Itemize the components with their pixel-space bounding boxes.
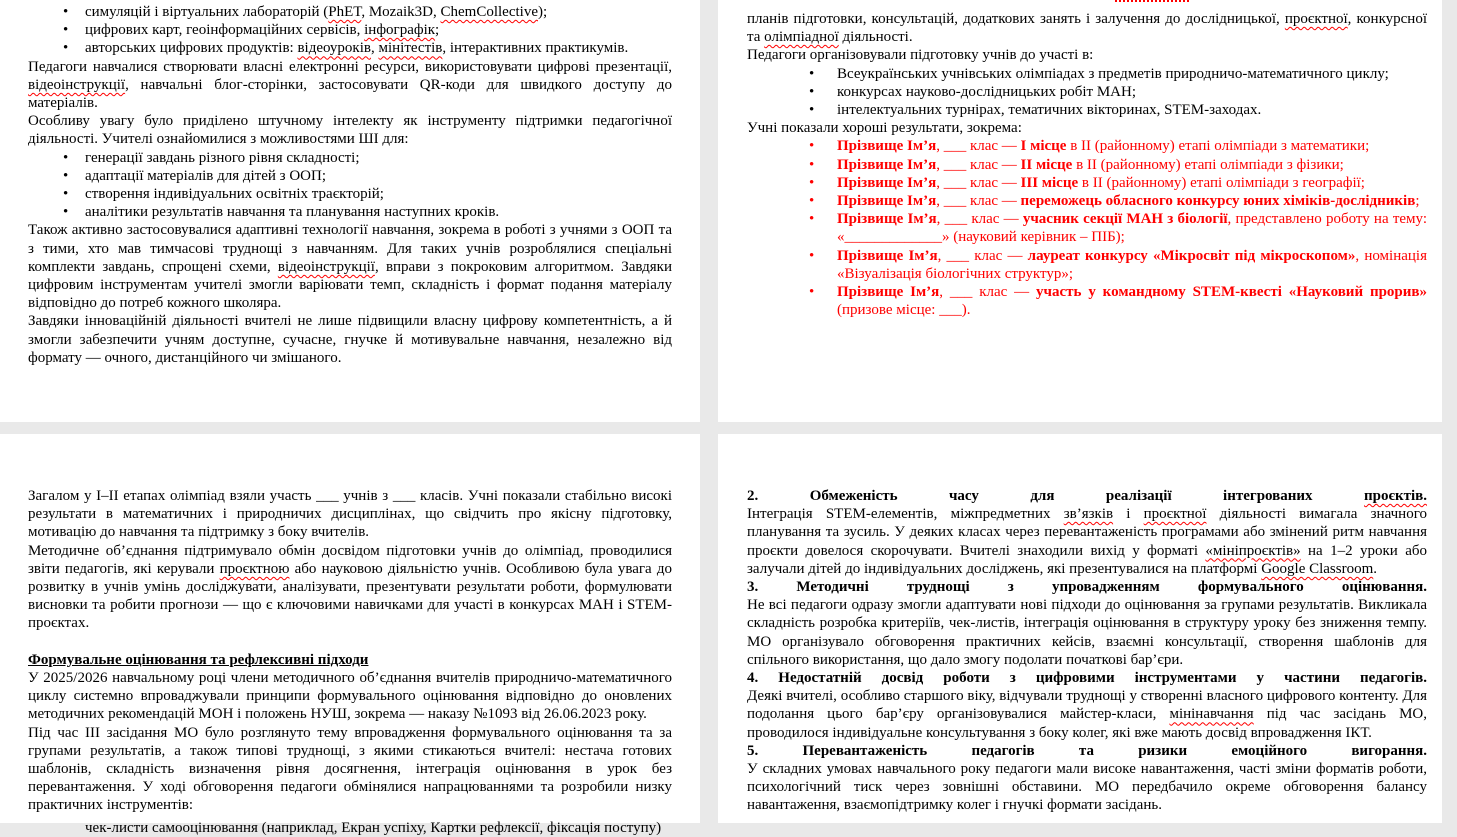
text-run: Google Classroom: [1261, 560, 1374, 577]
text-run: 4. Недостатній досвід роботи з цифровими інструментами у частини педагогів.: [747, 670, 1427, 687]
bullet-item: [28, 185, 672, 203]
section-heading: [28, 651, 672, 669]
text-run: ІІІ місце: [1020, 174, 1079, 191]
bullet-item: [28, 21, 672, 39]
red-bullet-item: [747, 247, 1427, 283]
paragraph: [28, 542, 672, 633]
text-run: Прізвище Ім’я: [837, 193, 937, 210]
text-run: інтелектуальних турнірах, тематичних вікторинах, STEM-заходах.: [837, 102, 1262, 119]
red-bullet-item: [747, 156, 1427, 174]
text-run: переможець обласного конкурсу юних хіміків-дослідників: [1020, 193, 1416, 210]
bullet-item: [28, 39, 672, 57]
text-run: відеоуроків: [297, 40, 371, 57]
numbered-heading: [747, 669, 1427, 687]
text-run: PhET: [328, 4, 362, 20]
text-run: цифрових карт, геоінформаційних сервісів,: [85, 22, 365, 39]
bullet-icon: •: [63, 40, 69, 57]
document-page-bottom-right[interactable]: [718, 434, 1442, 823]
document-page-top-right[interactable]: [718, 0, 1442, 422]
paragraph: [747, 760, 1427, 815]
text-run: Учні показали хороші результати, зокрема:: [747, 120, 1022, 137]
text-run: симуляцій і віртуальних лабораторій (: [85, 4, 329, 20]
text-run: планів підготовки, консультацій, додаткових занять і залучення до дослідницької,: [747, 11, 1285, 27]
paragraph: [28, 221, 672, 312]
numbered-heading: [747, 578, 1427, 596]
text-run: Загалом у І–ІІ етапах олімпіад взяли участь ___ учнів з ___ класів. Учні показали стабільно високі результати в математичних і природничих дисциплінах, що свідчить про якісну підготовку, мотивацію до навчання та підтримку з боку вчителів.: [28, 488, 672, 541]
red-bullet-item: [747, 283, 1427, 319]
text-run: в ІІ (районному) етапі олімпіади з географії;: [1078, 174, 1365, 191]
text-run: Педагоги організовували підготовку учнів до участі в:: [747, 47, 1094, 64]
text-run: , ___ клас —: [936, 193, 1021, 210]
text-run: Інтеграція STEM-елементів, міжпредметних: [747, 506, 1064, 523]
text-run: 5. Перевантаженість педагогів та ризики емоційного вигорання.: [747, 742, 1427, 759]
text-run: мінітестів: [378, 40, 443, 57]
text-run: генерації завдань різного рівня складності;: [85, 149, 360, 166]
bullet-item: [28, 3, 672, 21]
paragraph: [28, 58, 672, 113]
paragraph: [747, 505, 1427, 578]
bullet-icon: •: [63, 167, 69, 184]
paragraph: [28, 487, 672, 542]
text-run: Прізвище Ім’я: [837, 247, 938, 264]
paragraph: [747, 46, 1427, 64]
text-run: , ___ клас —: [939, 284, 1037, 301]
text-run: , ___ клас —: [936, 211, 1023, 228]
text-run: діяльності.: [838, 29, 913, 46]
bullet-icon: •: [809, 284, 815, 301]
text-run: У складних умовах навчального року педагоги мали високе навантаження, часті зміни форматів роботи, психологічний тиск через зовнішні обставини. МО передбачило окреме обговорення балансу навантаження, взаємопідтримку колег і гнучкі формати засідань.: [747, 761, 1427, 814]
text-run: створення індивідуальних освітніх траєкторій;: [85, 186, 384, 203]
text-run: , номінація «Візуалізація біологічних структур»;: [837, 247, 1427, 282]
text-run: діяльності вимагала значного планування та зусиль. У деяких класах через перевантаженість програмами або змінений ритм навчання проєкти довелося скорочувати. Вчителі знаходили вихід у форматі: [747, 506, 1427, 559]
bullet-icon: •: [809, 156, 815, 173]
text-run: Прізвище Ім’я: [837, 174, 937, 191]
text-run: 3. Методичні труднощі з упровадженням формувального оцінювання.: [747, 579, 1427, 596]
paragraph: [28, 724, 672, 815]
text-run: , конкурсної та: [747, 11, 1427, 46]
text-run: Прізвище Ім’я: [837, 138, 937, 155]
clipped-line: [85, 819, 672, 836]
text-run: , ___ клас —: [937, 247, 1028, 264]
text-run: Деякі вчителі, особливо старшого віку, відчували труднощі у створенні власного цифрового контенту. Для подолання цього бар’єру організовувалися майстер-класи,: [747, 688, 1427, 723]
red-bullet-item: [747, 137, 1427, 155]
spellcheck-squiggle-fragment: [1115, 0, 1189, 2]
text-run: в ІІ (районному) етапі олімпіади з фізики;: [1072, 156, 1344, 173]
text-run: мінінавчання: [1169, 706, 1254, 723]
bullet-icon: •: [809, 65, 815, 82]
text-run: У 2025/2026 навчальному році члени методичного об’єднання вчителів природничо-математичного циклу системно впроваджували принципи формувального оцінювання відповідно до оновлених методичних рекомендацій МОН і положень НУШ, зокрема — наказу №1093 від 26.06.2023 року.: [28, 670, 672, 723]
text-run: ,: [370, 40, 379, 57]
text-run: «мініпроєктів»: [1205, 542, 1301, 559]
red-bullet-item: [747, 174, 1427, 192]
document-page-top-left[interactable]: [0, 0, 700, 422]
bullet-icon: •: [809, 211, 815, 228]
document-page-bottom-left[interactable]: [0, 434, 700, 836]
text-run: в ІІ (районному) етапі олімпіади з математики;: [1066, 138, 1370, 155]
bullet-icon: •: [63, 186, 69, 203]
text-run: Завдяки інноваційній діяльності вчителі не лише підвищили власну цифрову компетентність, а й змогли забезпечити учням доступне, сучасне, гнучке й мотивувальне навчання, незалежно від формату — очного, дистанційного чи змішаного.: [28, 313, 672, 366]
bullet-icon: •: [63, 22, 69, 39]
paragraph: [28, 669, 672, 724]
text-run: , інтерактивних практикумів.: [442, 40, 629, 57]
bullet-item: [28, 203, 672, 221]
bullet-icon: •: [809, 83, 815, 100]
red-bullet-item: [747, 210, 1427, 246]
text-run: на 1–2 уроки або залучали дітей до індивідуальних досліджень, які презентувалися на платформі: [747, 542, 1427, 577]
text-run: (призове місце: ___).: [837, 302, 971, 319]
text-run: 2. Обмеженість часу для реалізації інтегрованих: [747, 488, 1364, 504]
text-run: , навчальні блог-сторінки, застосовувати QR-коди для швидкого доступу до матеріалів.: [28, 76, 672, 112]
bullet-icon: •: [63, 204, 69, 221]
text-run: проєктної: [1143, 506, 1207, 523]
text-run: інфографік: [364, 22, 436, 39]
text-run: під час засідань МО, проводилося індивідуальне консультування з боку колег, які вже мають досвід впровадження ІКТ.: [747, 706, 1427, 741]
text-run: ІІ місце: [1020, 156, 1073, 173]
bullet-icon: •: [809, 247, 815, 264]
numbered-heading: [747, 487, 1427, 505]
text-run: ;: [1415, 193, 1420, 210]
text-run: , представлено роботу на тему: «_____________» (науковий керівник – ПІБ);: [837, 211, 1428, 246]
bullet-item: [747, 101, 1427, 119]
paragraph: [747, 596, 1427, 669]
text-run: відеоінструкції: [28, 76, 126, 93]
text-run: , ___ клас —: [936, 174, 1021, 191]
bullet-icon: •: [809, 174, 815, 191]
text-run: , вправи з покроковим алгоритмом. Завдяки цифровим інструментам учителі змогли варіювати темп, складність і формат подання матеріалу відповідно до потреб кожного школяра.: [28, 258, 672, 312]
bullet-item: [28, 149, 672, 167]
text-run: проєктної: [1284, 11, 1348, 27]
bullet-icon: •: [809, 193, 815, 210]
text-run: або науковою діяльністю учнів. Особливою була увага до розвитку в учнів умінь досліджувати, аналізувати, презентувати результати роботи, формулювати висновки та робити прогнози — що є ключовими навичками для участі в конкурсах МАН і STEM-проєктах.: [28, 560, 672, 632]
text-run: Педагоги навчалися створювати власні електронні ресурси, використовувати цифрові презентації,: [28, 58, 672, 75]
text-run: Прізвище Ім’я: [837, 284, 940, 301]
paragraph: [747, 687, 1427, 742]
text-run: аналітики результатів навчання та планування наступних кроків.: [85, 204, 500, 221]
bullet-icon: •: [809, 102, 815, 119]
paragraph: [28, 112, 672, 148]
text-run: , ___ клас —: [936, 156, 1021, 173]
text-run: чек-листи самооцінювання (наприклад, Екран успіху, Картки рефлексії, фіксація поступу): [85, 820, 662, 836]
text-run: олімпіадної: [764, 29, 839, 46]
bullet-item: [747, 83, 1427, 101]
text-run: );: [537, 4, 548, 20]
bullet-item: [28, 167, 672, 185]
text-run: Прізвище Ім’я: [837, 211, 937, 228]
text-run: конкурсах науково-дослідницьких робіт МАН;: [837, 83, 1137, 100]
text-run: Всеукраїнських учнівських олімпіадах з предметів природничо-математичного циклу;: [837, 65, 1389, 82]
text-run: Не всі педагоги одразу змогли адаптувати нові підходи до оцінювання за групами результатів. Викликала складність розробка критеріїв, чек-листів, інтеграція оцінювання в структуру уроку без зниження темпу. МО організувало обговорення практичних кейсів, взаємні консультації, створення шаблонів для спільного використання, що дало змогу подолати початкові бар’єри.: [747, 597, 1427, 668]
text-run: і: [1113, 506, 1144, 523]
text-run: зв’язків: [1063, 506, 1114, 523]
text-run: Прізвище Ім’я: [837, 156, 937, 173]
text-run: Формувальне оцінювання та рефлексивні підходи: [28, 651, 369, 668]
bullet-icon: •: [63, 4, 69, 20]
bullet-item: [747, 65, 1427, 83]
text-run: проєктів.: [1364, 488, 1427, 504]
paragraph: [747, 10, 1427, 46]
text-run: І місце: [1020, 138, 1067, 155]
text-run: , ___ клас —: [936, 138, 1021, 155]
paragraph: [28, 312, 672, 367]
text-run: Також активно застосовувалися адаптивні технології навчання, зокрема в роботі з учнями з ООП та з тими, хто мав тимчасові труднощі з навчанням. Для таких учнів розроблялися спеціальні комплекти завдань, спрощені схеми,: [28, 222, 672, 275]
text-run: , Mozaik3D,: [361, 4, 441, 20]
text-run: лауреат конкурсу «Мікросвіт під мікроскопом»: [1027, 247, 1356, 264]
text-run: .: [1373, 560, 1378, 577]
text-run: Під час ІІІ засідання МО було розглянуто тему впровадження формувального оцінювання та за групами результатів, а також типові труднощі, з якими стикаються вчителі: нестача готових шаблонів, складність визначення рівня досягнення, інтеграція оцінювання в урок без перевантаження. У ході обговорення педагоги обмінялися напрацюваннями та розробили низку практичних інструментів:: [28, 724, 672, 814]
numbered-heading: [747, 742, 1427, 760]
text-run: Методичне об’єднання підтримувало обмін досвідом підготовки учнів до олімпіад, проводилися звіти педагогів, які керували: [28, 542, 672, 577]
bullet-icon: •: [63, 149, 69, 166]
red-bullet-item: [747, 192, 1427, 210]
paragraph: [747, 119, 1427, 137]
text-run: відеоінструкції: [277, 258, 375, 275]
text-run: ChemCollective: [440, 4, 538, 20]
text-run: авторських цифрових продуктів:: [85, 40, 298, 57]
text-run: учасник секції МАН з біології: [1022, 211, 1228, 228]
text-run: проєктною: [219, 560, 290, 577]
text-run: участь у командному STEM-квесті «Науковий прорив»: [1036, 284, 1428, 301]
text-run: Особливу увагу було приділено штучному інтелекту як інструменту підтримки педагогічної діяльності. Учителі ознайомилися з можливостями ШІ для:: [28, 113, 672, 148]
text-run: ;: [435, 22, 440, 39]
bullet-icon: •: [809, 138, 815, 155]
text-run: адаптації матеріалів для дітей з ООП;: [85, 167, 326, 184]
